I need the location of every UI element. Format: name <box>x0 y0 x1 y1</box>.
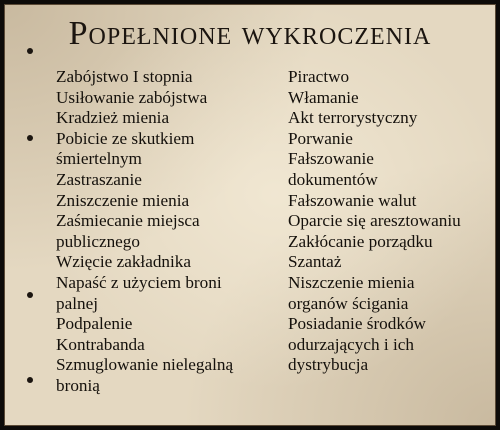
margin-holes <box>27 5 35 425</box>
offense-item: Zabójstwo I stopnia <box>56 67 193 86</box>
offense-item: Zaśmiecanie miejsca publicznego <box>56 211 200 251</box>
offense-item: Zakłócanie porządku <box>288 231 433 251</box>
offenses-list-left <box>56 67 281 397</box>
binder-hole <box>27 135 33 141</box>
offense-item: Posiadanie środków odurzających i ich dystrybucja <box>288 314 426 375</box>
offense-item: Napaść z użyciem broni palnej <box>56 272 222 313</box>
offense-item: Porwanie <box>288 128 353 148</box>
offense-item: Oparcie się aresztowaniu <box>288 211 461 231</box>
offense-item: Akt terrorystyczny <box>288 108 418 128</box>
offense-item: Kontrabanda <box>56 334 145 354</box>
offense-item: Zastraszanie <box>56 169 142 189</box>
offense-item: Szantaż <box>288 252 342 272</box>
offenses-list-right <box>288 67 493 376</box>
offense-item: Podpalenie <box>56 314 133 334</box>
offense-item: Szmuglowanie nielegalną bronią <box>56 355 234 395</box>
binder-hole <box>27 377 33 383</box>
offense-item: Fałszowanie walut <box>288 190 417 210</box>
offense-item: Fałszowanie dokumentów <box>288 149 378 189</box>
offense-item: Piractwo <box>288 67 350 86</box>
offense-item: Pobicie ze skutkiem śmiertelnym <box>56 128 195 169</box>
offense-item: Zniszczenie mienia <box>56 190 190 210</box>
offense-item: Kradzież mienia <box>56 108 170 128</box>
offense-item: Wzięcie zakładnika <box>56 252 192 272</box>
offense-item: Niszczenie mienia organów ścigania <box>288 272 415 313</box>
binder-hole <box>27 48 33 54</box>
offenses-sheet <box>4 4 496 426</box>
page-title: Popełnione wykroczenia <box>68 15 432 52</box>
offense-item: Włamanie <box>288 87 359 107</box>
offense-item: Usiłowanie zabójstwa <box>56 87 208 107</box>
binder-hole <box>27 292 33 298</box>
